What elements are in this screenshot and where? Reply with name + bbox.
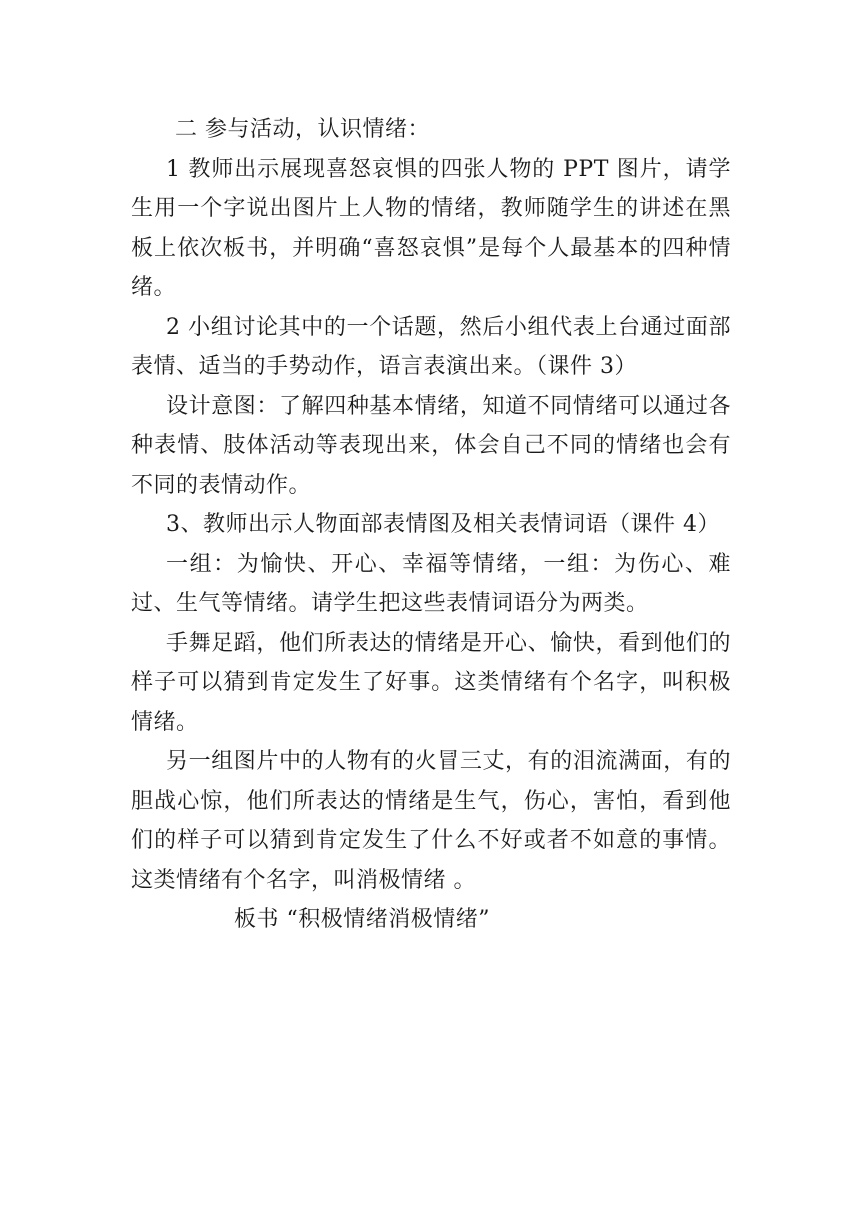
paragraph-design-intent: 设计意图：了解四种基本情绪，知道不同情绪可以通过各种表情、肢体活动等表现出来，体会自己不同的情绪也会有不同的表情动作。 (131, 393, 731, 498)
paragraph-negative-emotions: 另一组图片中的人物有的火冒三丈，有的泪流满面，有的胆战心惊，他们所表达的情绪是生气，伤心，害怕，看到他们的样子可以猜到肯定发生了什么不好或者不如意的事情。这类情绪有个名字，叫消极情绪 。 (131, 749, 731, 893)
paragraph-activity-2: 2 小组讨论其中的一个话题，然后小组代表上台通过面部表情、适当的手势动作，语言表演出来。（课件 3） (131, 314, 731, 379)
paragraph-activity-1: 1 教师出示展现喜怒哀惧的四张人物的 PPT 图片，请学生用一个字说出图片上人物的情绪，教师随学生的讲述在黑板上依次板书，并明确“喜怒哀惧”是每个人最基本的四种情绪。 (131, 156, 731, 300)
paragraph-groups: 一组：为愉快、开心、幸福等情绪，一组：为伤心、难过、生气等情绪。请学生把这些表情词语分为两类。 (131, 551, 731, 616)
paragraph-activity-3: 3、教师出示人物面部表情图及相关表情词语（课件 4） (166, 512, 720, 537)
section-heading: 二 参与活动，认识情绪： (175, 117, 430, 142)
paragraph-positive-emotions: 手舞足蹈，他们所表达的情绪是开心、愉快，看到他们的样子可以猜到肯定发生了好事。这类情绪有个名字，叫积极情绪。 (131, 630, 731, 735)
document-body (131, 110, 731, 940)
board-writing: 板书 “积极情绪消极情绪” (234, 907, 490, 932)
